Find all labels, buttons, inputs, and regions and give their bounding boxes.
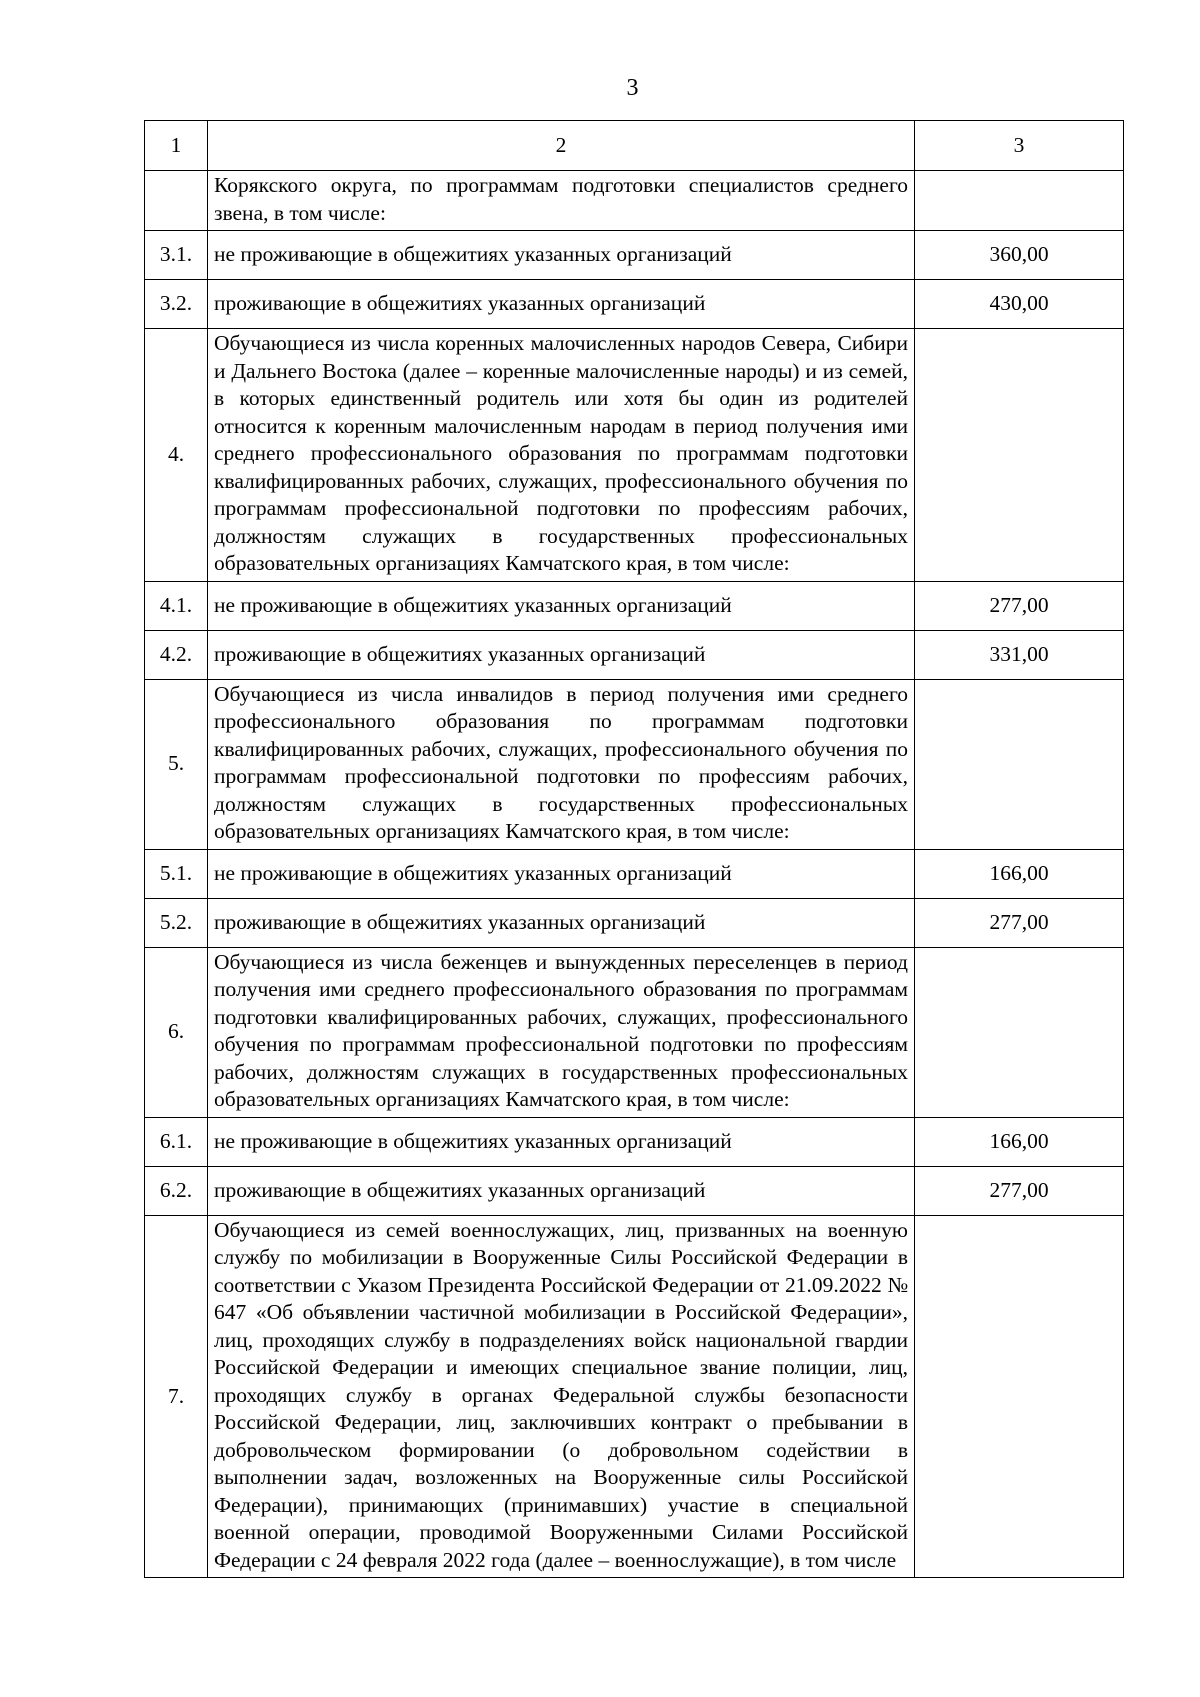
- row-value: 360,00: [915, 231, 1124, 280]
- row-value: 166,00: [915, 1117, 1124, 1166]
- row-number: 6.: [145, 947, 208, 1117]
- row-text: не проживающие в общежитиях указанных организаций: [208, 581, 915, 630]
- row-value: [915, 947, 1124, 1117]
- row-value: [915, 171, 1124, 231]
- row-value: 430,00: [915, 280, 1124, 329]
- page-number: 3: [626, 75, 639, 101]
- row-number: 6.1.: [145, 1117, 208, 1166]
- row-text: проживающие в общежитиях указанных организаций: [208, 1166, 915, 1215]
- row-number: 7.: [145, 1215, 208, 1578]
- row-value: 331,00: [915, 630, 1124, 679]
- row-value: 277,00: [915, 581, 1124, 630]
- row-text: не проживающие в общежитиях указанных организаций: [208, 1117, 915, 1166]
- row-text: не проживающие в общежитиях указанных организаций: [208, 231, 915, 280]
- header-col-2: 2: [208, 121, 915, 171]
- row-number: 4.1.: [145, 581, 208, 630]
- table-row: [145, 630, 1124, 679]
- table-row: [145, 581, 1124, 630]
- row-number: 5.2.: [145, 898, 208, 947]
- row-text: Обучающиеся из числа инвалидов в период получения ими среднего профессионального образования по программам подготовки квалифицированных рабочих, служащих, профессионального обучения по программам профессиональной подготовки по профессиям рабочих, должностям служащих в государственных профессиональных образовательных организациях Камчатского края, в том числе:: [208, 679, 915, 849]
- row-number: [145, 171, 208, 231]
- row-number: 3.2.: [145, 280, 208, 329]
- row-number: 6.2.: [145, 1166, 208, 1215]
- table-row: [145, 171, 1124, 231]
- row-value: [915, 679, 1124, 849]
- row-number: 5.1.: [145, 849, 208, 898]
- row-number: 5.: [145, 679, 208, 849]
- row-value: [915, 329, 1124, 582]
- row-text: Обучающиеся из числа коренных малочисленных народов Севера, Сибири и Дальнего Востока (далее – коренные малочисленные народы) и из семей, в которых единственный родитель или хотя бы один из родителей относится к коренным малочисленным народам в период получения ими среднего профессионального образования по программам подготовки квалифицированных рабочих, служащих, профессионального обучения по программам профессиональной подготовки по профессиям рабочих, должностям служащих в государственных профессиональных образовательных организациях Камчатского края, в том числе:: [208, 329, 915, 582]
- row-text: Обучающиеся из числа беженцев и вынужденных переселенцев в период получения ими среднего профессионального образования по программам подготовки квалифицированных рабочих, служащих, профессионального обучения по программам профессиональной подготовки по профессиям рабочих, должностям служащих в государственных профессиональных образовательных организациях Камчатского края, в том числе:: [208, 947, 915, 1117]
- row-value: 277,00: [915, 1166, 1124, 1215]
- row-number: 3.1.: [145, 231, 208, 280]
- table-row: [145, 947, 1124, 1117]
- row-text: проживающие в общежитиях указанных организаций: [208, 630, 915, 679]
- table-row: [145, 679, 1124, 849]
- table-row: [145, 1117, 1124, 1166]
- table-row: [145, 1215, 1124, 1578]
- row-number: 4.2.: [145, 630, 208, 679]
- table-row: [145, 849, 1124, 898]
- row-text: не проживающие в общежитиях указанных организаций: [208, 849, 915, 898]
- table-row: [145, 1166, 1124, 1215]
- row-value: [915, 1215, 1124, 1578]
- header-col-3: 3: [915, 121, 1124, 171]
- table-row: [145, 231, 1124, 280]
- table-row: [145, 280, 1124, 329]
- row-value: 277,00: [915, 898, 1124, 947]
- row-text: Корякского округа, по программам подготовки специалистов среднего звена, в том числе:: [208, 171, 915, 231]
- table-header-row: [145, 121, 1124, 171]
- row-number: 4.: [145, 329, 208, 582]
- table-row: [145, 898, 1124, 947]
- rates-table: [144, 120, 1124, 1578]
- row-text: проживающие в общежитиях указанных организаций: [208, 280, 915, 329]
- row-text: проживающие в общежитиях указанных организаций: [208, 898, 915, 947]
- header-col-1: 1: [145, 121, 208, 171]
- row-text: Обучающиеся из семей военнослужащих, лиц, призванных на военную службу по мобилизации в Вооруженные Силы Российской Федерации в соответствии с Указом Президента Российской Федерации от 21.09.2022 № 647 «Об объявлении частичной мобилизации в Российской Федерации», лиц, проходящих службу в подразделениях войск национальной гвардии Российской Федерации и имеющих специальное звание полиции, лиц, проходящих службу в органах Федеральной службы безопасности Российской Федерации, лиц, заключивших контракт о пребывании в добровольческом формировании (о добровольном содействии в выполнении задач, возложенных на Вооруженные силы Российской Федерации), принимающих (принимавших) участие в специальной военной операции, проводимой Вооруженными Силами Российской Федерации с 24 февраля 2022 года (далее – военнослужащие), в том числе: [208, 1215, 915, 1578]
- table-row: [145, 329, 1124, 582]
- row-value: 166,00: [915, 849, 1124, 898]
